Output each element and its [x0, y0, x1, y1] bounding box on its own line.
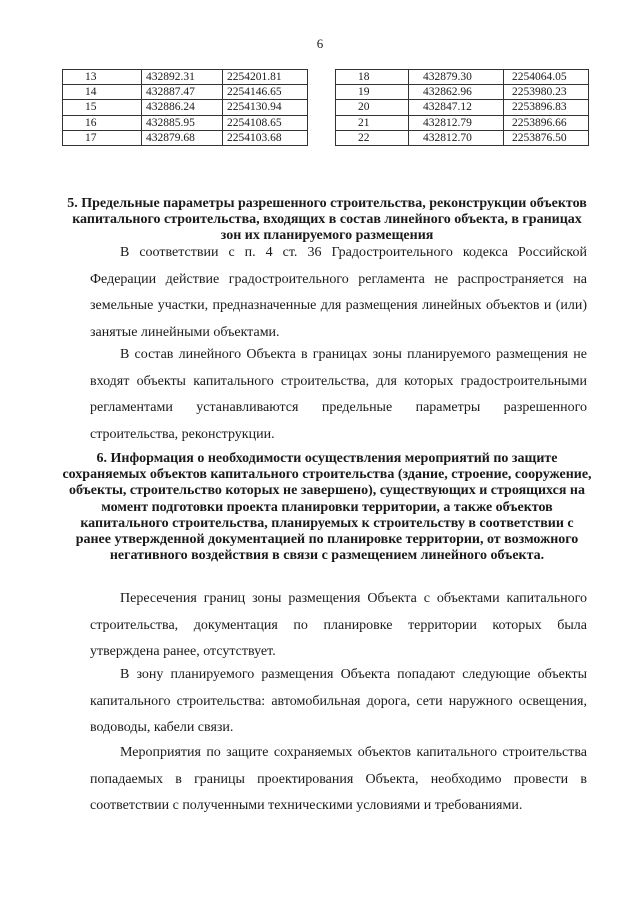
table-right-row [336, 100, 589, 115]
point-number-cell: 13 [63, 70, 142, 85]
x-coordinate-cell: 432887.47 [142, 85, 223, 100]
point-number-cell: 16 [63, 115, 142, 130]
x-coordinate-cell: 432879.30 [409, 70, 504, 85]
point-number-cell: 14 [63, 85, 142, 100]
section-6-paragraph-2 [90, 662, 587, 742]
section-5-paragraph-2-text: В состав линейного Объекта в границах зоны планируемого размещения не входят объекты капитального строительства, для которых градостроительными регламентами устанавливаются предельные параметры разрешенного строительства, реконструкции. [90, 347, 587, 442]
y-coordinate-cell: 2254130.94 [223, 100, 308, 115]
x-coordinate-cell: 432879.68 [142, 130, 223, 145]
x-coordinate-cell: 432847.12 [409, 100, 504, 115]
y-coordinate-cell: 2253876.50 [504, 130, 589, 145]
section-5-paragraph-2 [90, 342, 587, 448]
coordinates-table-right [335, 69, 589, 146]
section-5-paragraph-1-text: В соответствии с п. 4 ст. 36 Градостроительного кодекса Российской Федерации действие градостроительного регламента не распространяется на земельные участки, предназначенные для размещения линейных объектов и (или) занятые линейными объектами. [90, 245, 587, 340]
table-left-row [63, 85, 308, 100]
section-6-paragraph-1-text: Пересечения границ зоны размещения Объекта с объектами капитального строительства, документация по планировке территории которых была утверждена ранее, отсутствует. [90, 591, 587, 659]
table-left-row [63, 100, 308, 115]
y-coordinate-cell: 2253980.23 [504, 85, 589, 100]
table-left-row [63, 130, 308, 145]
point-number-cell: 20 [336, 100, 409, 115]
page-number: 6 [316, 36, 324, 51]
x-coordinate-cell: 432886.24 [142, 100, 223, 115]
y-coordinate-cell: 2254064.05 [504, 70, 589, 85]
section-6-paragraph-3 [90, 740, 587, 820]
table-left-row [63, 70, 308, 85]
table-right-row [336, 85, 589, 100]
table-right-row [336, 130, 589, 145]
x-coordinate-cell: 432812.79 [409, 115, 504, 130]
point-number-cell: 15 [63, 100, 142, 115]
section-6-paragraph-1 [90, 586, 587, 666]
y-coordinate-cell: 2253896.66 [504, 115, 589, 130]
y-coordinate-cell: 2254201.81 [223, 70, 308, 85]
point-number-cell: 21 [336, 115, 409, 130]
section-6-paragraph-3-text: Мероприятия по защите сохраняемых объектов капитального строительства попадаемых в границы проектирования Объекта, необходимо провести в соответствии с полученными техническими условиями и требованиями. [90, 745, 587, 813]
x-coordinate-cell: 432892.31 [142, 70, 223, 85]
point-number-cell: 19 [336, 85, 409, 100]
table-right-row [336, 70, 589, 85]
section-5-heading: 5. Предельные параметры разрешенного строительства, реконструкции объектов капитального строительства, входящих в состав линейного объекта, в границах зон их планируемого размещения [67, 196, 587, 244]
section-5-paragraph-1 [90, 240, 587, 346]
y-coordinate-cell: 2254146.65 [223, 85, 308, 100]
y-coordinate-cell: 2254103.68 [223, 130, 308, 145]
point-number-cell: 22 [336, 130, 409, 145]
y-coordinate-cell: 2254108.65 [223, 115, 308, 130]
x-coordinate-cell: 432862.96 [409, 85, 504, 100]
section-6-paragraph-2-text: В зону планируемого размещения Объекта попадают следующие объекты капитального строительства: автомобильная дорога, сети наружного освещения, водоводы, кабели связи. [90, 667, 587, 735]
x-coordinate-cell: 432885.95 [142, 115, 223, 130]
point-number-cell: 18 [336, 70, 409, 85]
table-left-row [63, 115, 308, 130]
point-number-cell: 17 [63, 130, 142, 145]
table-right-row [336, 115, 589, 130]
x-coordinate-cell: 432812.70 [409, 130, 504, 145]
y-coordinate-cell: 2253896.83 [504, 100, 589, 115]
coordinates-table-left [62, 69, 308, 146]
section-6-heading: 6. Информация о необходимости осуществления мероприятий по защите сохраняемых объектов капитального строительства (здание, строение, сооружение, объекты, строительство которых не завершено), существующих и строящихся на момент подготовки проекта планировки территории, а также объектов капитального строительства, планируемых к строительству в соответствии с ранее утвержденной документацией по планировке территории, от возможного негативного воздействия в связи с размещением линейного объекта. [62, 451, 592, 564]
